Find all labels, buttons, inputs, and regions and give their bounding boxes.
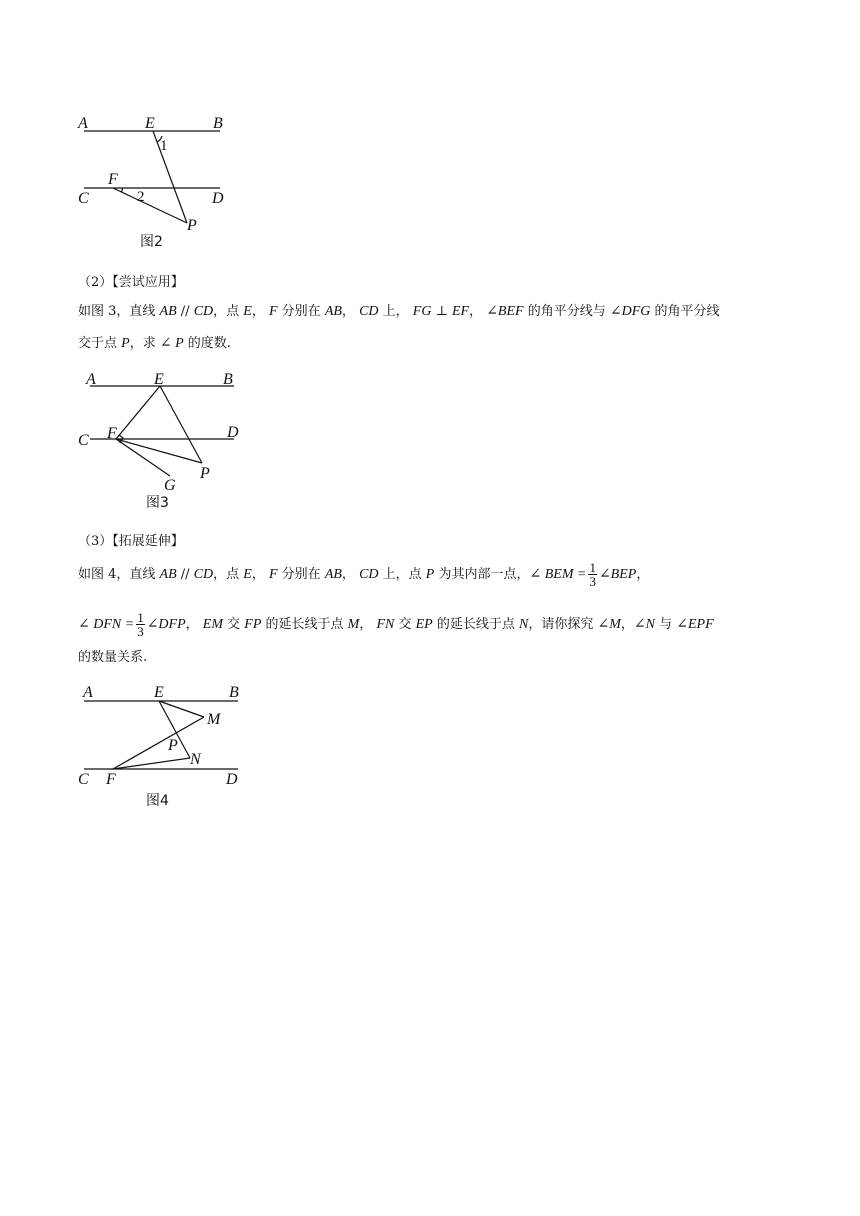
segment-fp [116,439,202,463]
label-c: C [78,190,89,207]
label-f: F [107,425,117,442]
label-c: C [78,432,89,449]
label-d: D [227,424,239,441]
fraction-one-third: $\frac{1}{3}$ [137,610,144,639]
label-e: E [154,684,164,701]
fraction-one-third: $\frac{1}{3}$ [589,560,596,589]
label-m: M [207,711,221,728]
label-a: A [86,371,96,388]
label-f: F [106,771,116,788]
label-e: E [145,115,155,132]
figure-4-caption: 图4 [146,793,169,809]
figure-2 [70,110,250,250]
part-2-line-1: 如图 3，直线 AB // CD，点 E， F 分别在 AB， CD 上， FG ⊥ EF， ∠BEF 的角平分线与 ∠DFG 的角平分线 [78,304,720,319]
figure-3-caption: 图3 [146,495,169,511]
label-f: F [108,171,118,188]
label-p: P [187,217,197,234]
part-2-heading: （2）【尝试应用】 [78,275,184,290]
label-b: B [229,684,239,701]
label-d: D [212,190,224,207]
segment-fn [113,758,190,769]
segment-fg [116,439,170,476]
segment-ep [160,386,202,463]
label-b: B [213,115,223,132]
label-a: A [78,115,88,132]
label-p: P [200,465,210,482]
label-p: P [168,737,178,754]
part-2-line-2: 交于点 P，求 ∠ P 的度数. [78,336,231,351]
label-1: 1 [160,138,168,154]
label-2: 2 [137,189,145,205]
angle-2-arc [121,188,122,192]
figure-2-caption: 图2 [140,234,163,250]
part-3-line-1: 如图 4，直线 AB // CD，点 E， F 分别在 AB， CD 上，点 P 为其内部一点，∠ BEM = $\frac{1}{3}$ ∠BEP， [78,560,650,589]
label-g: G [164,477,176,494]
figure-4 [70,680,250,815]
part-3-line-2: ∠ DFN = $\frac{1}{3}$ ∠DFP， EM 交 FP 的延长线于点 M， FN 交 EP 的延长线于点 N，请你探究 ∠M，∠N 与 ∠EPF [78,610,714,639]
segment-fe [116,386,160,439]
label-d: D [226,771,238,788]
label-b: B [223,371,233,388]
part-3-heading: （3）【拓展延伸】 [78,534,184,549]
figure-3 [70,366,250,511]
label-a: A [83,684,93,701]
label-c: C [78,771,89,788]
label-n: N [190,751,201,768]
part-3-line-3: 的数量关系. [78,650,148,665]
label-e: E [154,371,164,388]
